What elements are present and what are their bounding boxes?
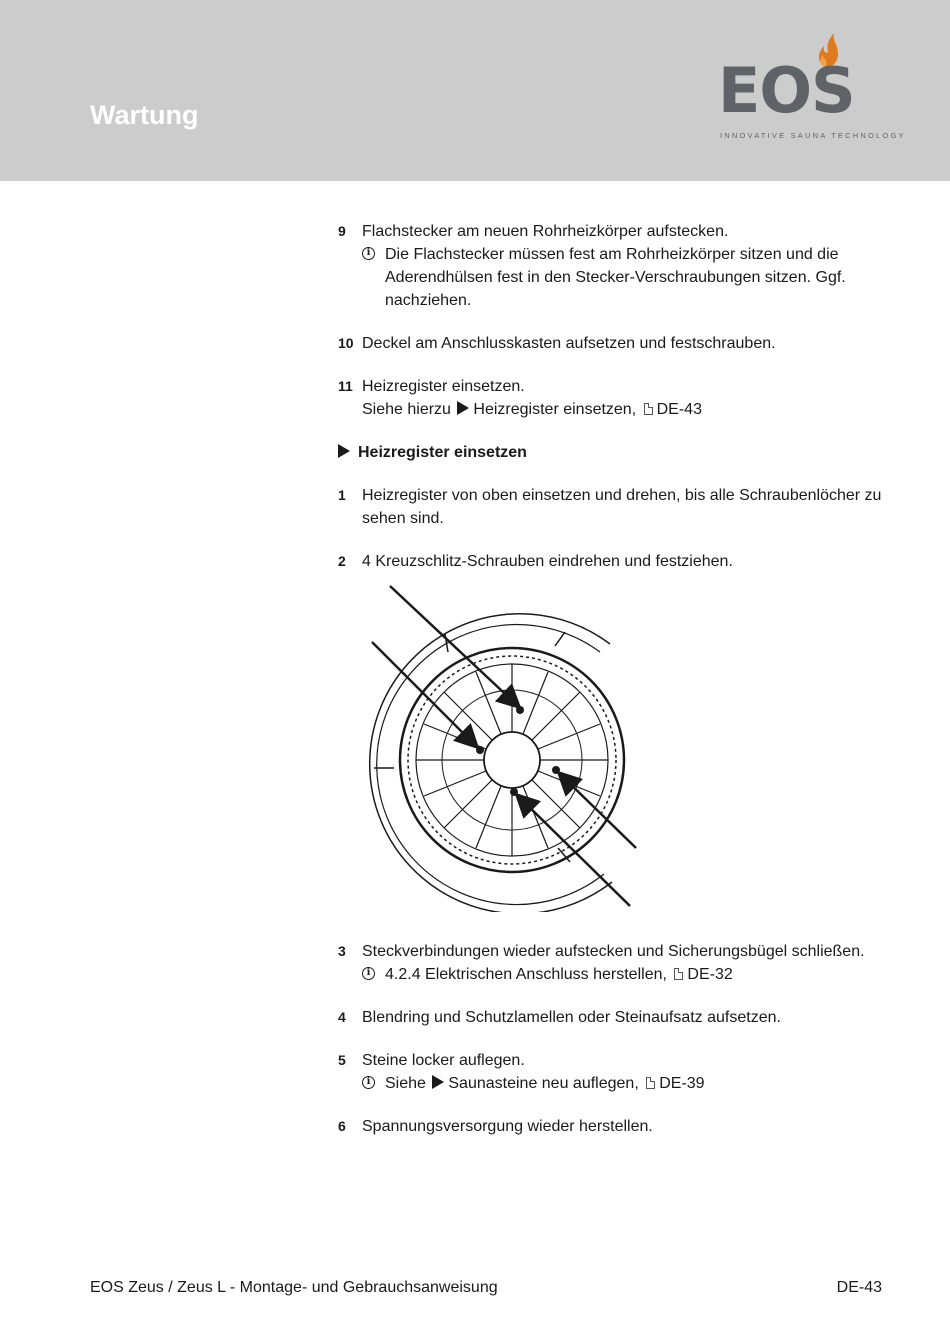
section-title: Wartung xyxy=(90,100,199,130)
ref-prefix: Siehe hierzu xyxy=(362,401,451,418)
pointer-arrow xyxy=(518,796,630,906)
page-icon xyxy=(674,968,683,980)
list-item xyxy=(338,1006,898,1029)
step-text: Steckverbindungen wieder aufstecken und Sicherungsbügel schließen. xyxy=(362,943,865,960)
step-number: 11 xyxy=(338,378,353,394)
screw-hole xyxy=(516,706,524,714)
logo-tagline: INNOVATIVE SAUNA TECHNOLOGY xyxy=(720,131,906,140)
list-item xyxy=(338,220,898,312)
ref-title: Heizregister einsetzen, xyxy=(473,401,637,418)
info-ref: 4.2.4 Elektrischen Anschluss herstellen, xyxy=(385,966,667,983)
info-icon: i xyxy=(362,247,375,260)
info-title: Saunasteine neu auflegen, xyxy=(448,1075,639,1092)
heater-register-diagram xyxy=(360,582,640,912)
info-icon: i xyxy=(362,967,375,980)
info-prefix: Siehe xyxy=(385,1075,426,1092)
step-text: Deckel am Anschlusskasten aufsetzen und festschrauben. xyxy=(362,335,776,352)
step-text: Heizregister von oben einsetzen und drehen, bis alle Schraubenlöcher zu sehen sind. xyxy=(362,487,882,527)
step-number: 1 xyxy=(338,487,346,503)
arrow-right-icon xyxy=(432,1075,444,1089)
step-number: 10 xyxy=(338,335,354,351)
ref-page: DE-39 xyxy=(659,1075,705,1092)
screw-hole xyxy=(510,788,518,796)
pointer-arrow xyxy=(390,586,518,706)
step-text: Spannungsversorgung wieder herstellen. xyxy=(362,1118,653,1135)
footer-document-title: EOS Zeus / Zeus L - Montage- und Gebrauchsanweisung xyxy=(90,1279,498,1296)
arrow-right-icon xyxy=(457,401,469,415)
step-number: 3 xyxy=(338,943,346,959)
page-header xyxy=(0,0,950,181)
screw-hole xyxy=(552,766,560,774)
main-content-continued xyxy=(338,940,898,1138)
eos-logo xyxy=(716,32,906,147)
cross-reference[interactable] xyxy=(362,398,898,421)
list-item xyxy=(338,940,898,986)
register-hub xyxy=(484,732,540,788)
step-number: 2 xyxy=(338,553,346,569)
main-content xyxy=(338,220,898,573)
list-item xyxy=(338,375,898,421)
ref-page: DE-43 xyxy=(656,401,702,418)
logo-wordmark: EOS xyxy=(718,54,855,127)
step-text: 4 Kreuzschlitz-Schrauben eindrehen und festziehen. xyxy=(362,553,733,570)
step-number: 5 xyxy=(338,1052,346,1068)
list-item xyxy=(338,484,898,530)
list-item xyxy=(338,332,898,355)
info-note xyxy=(362,243,898,312)
screw-hole xyxy=(476,746,484,754)
arrow-right-icon xyxy=(338,444,350,458)
step-number: 4 xyxy=(338,1009,346,1025)
step-text: Blendring und Schutzlamellen oder Steinaufsatz aufsetzen. xyxy=(362,1009,781,1026)
info-icon: i xyxy=(362,1076,375,1089)
ref-page: DE-32 xyxy=(687,966,733,983)
list-item xyxy=(338,1115,898,1138)
list-item xyxy=(338,550,898,573)
page-icon xyxy=(644,403,653,415)
info-note[interactable] xyxy=(362,963,898,986)
page-icon xyxy=(646,1077,655,1089)
pointer-arrow xyxy=(560,774,636,848)
procedure-title: Heizregister einsetzen xyxy=(358,444,527,461)
info-text: Die Flachstecker müssen fest am Rohrheizkörper sitzen und die Aderendhülsen fest in den Stecker-Verschraubungen sitzen. Ggf. nachziehen. xyxy=(385,246,846,309)
procedure-heading xyxy=(338,441,898,464)
step-text: Heizregister einsetzen. xyxy=(362,378,525,395)
step-text: Steine locker auflegen. xyxy=(362,1052,525,1069)
footer-page-number: DE-43 xyxy=(836,1279,882,1296)
info-note[interactable] xyxy=(362,1072,898,1095)
step-number: 9 xyxy=(338,223,346,239)
list-item xyxy=(338,1049,898,1095)
step-text: Flachstecker am neuen Rohrheizkörper aufstecken. xyxy=(362,223,729,240)
step-number: 6 xyxy=(338,1118,346,1134)
